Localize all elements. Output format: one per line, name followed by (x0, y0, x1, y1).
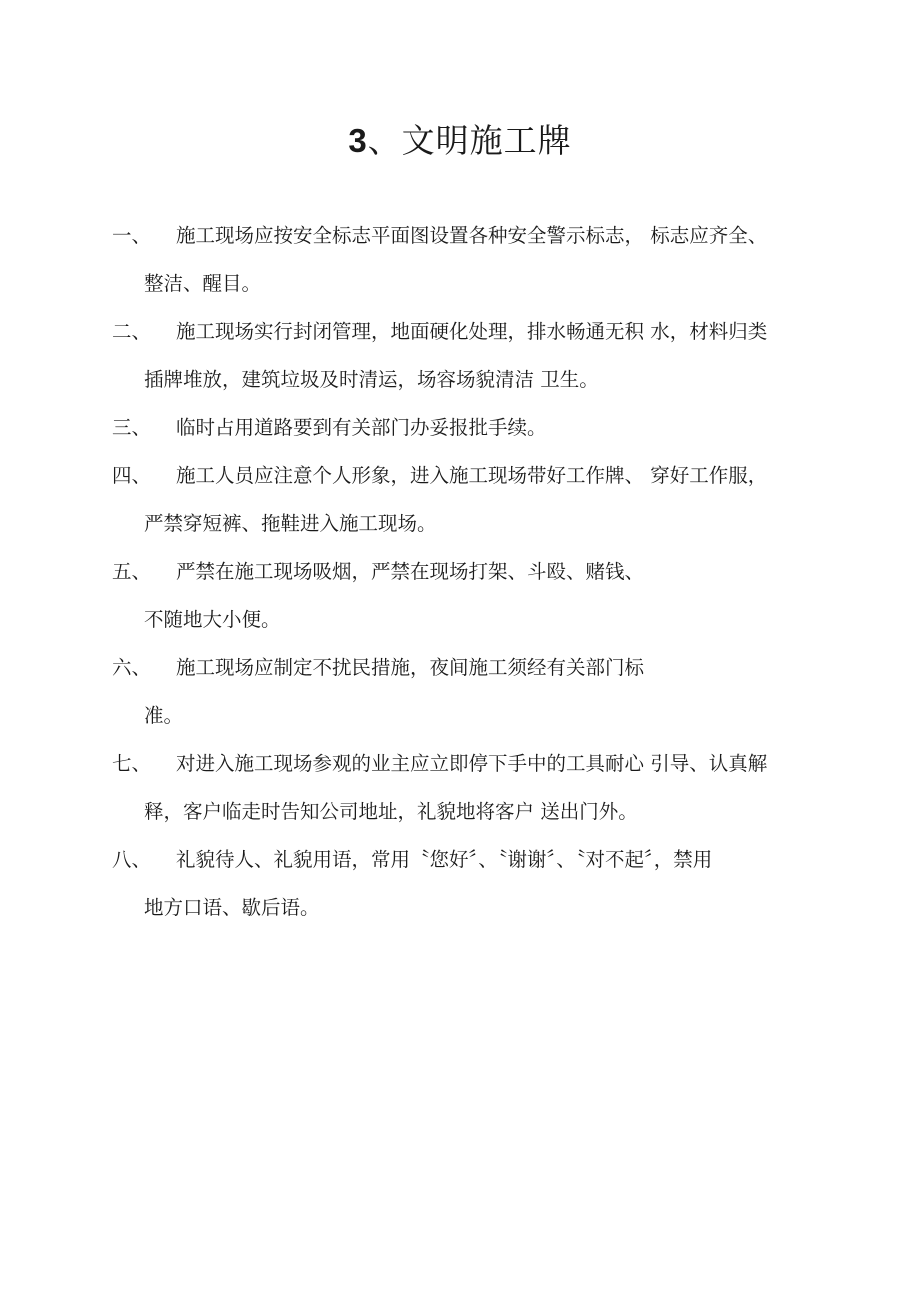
rule-text: 施工现场应制定不扰民措施，夜间施工须经有关部门标 (176, 656, 645, 679)
rule-item-5 (112, 548, 812, 644)
title-text: 、文明施工牌 (367, 121, 572, 160)
rule-text: 施工人员应注意个人形象，进入施工现场带好工作牌、 穿好工作服， (176, 464, 768, 487)
rule-text-continued: 准。 (144, 704, 184, 727)
rule-item-8 (112, 836, 812, 932)
rules-list (112, 212, 812, 932)
rule-marker: 四、 (112, 464, 152, 487)
rule-item-1 (112, 212, 812, 308)
rule-marker: 五、 (112, 560, 152, 583)
rule-text: 严禁在施工现场吸烟，严禁在现场打架、斗殴、赌钱、 (176, 560, 645, 583)
page-title (0, 116, 920, 166)
rule-marker: 二、 (112, 320, 152, 343)
rule-marker: 一、 (112, 224, 152, 247)
rule-text: 施工现场实行封闭管理，地面硬化处理，排水畅通无积 水，材料归类 (176, 320, 768, 343)
rule-text: 施工现场应按安全标志平面图设置各种安全警示标志， 标志应齐全、 (176, 224, 768, 247)
rule-item-2 (112, 308, 812, 404)
rule-marker: 七、 (112, 752, 152, 775)
rule-marker: 三、 (112, 416, 152, 439)
rule-text: 临时占用道路要到有关部门办妥报批手续。 (176, 416, 547, 439)
rule-text: 对进入施工现场参观的业主应立即停下手中的工具耐心 引导、认真解 (176, 752, 768, 775)
rule-item-7 (112, 740, 812, 836)
rule-text-continued: 整洁、醒目。 (144, 272, 262, 295)
rule-item-6 (112, 644, 812, 740)
rule-marker: 六、 (112, 656, 152, 679)
title-number: 3 (348, 122, 368, 159)
rule-marker: 八、 (112, 848, 152, 871)
rule-item-3 (112, 404, 812, 452)
rule-text: 礼貌待人、礼貌用语，常用〝您好〞、〝谢谢〞、〝对不起〞，禁用 (176, 848, 713, 871)
rule-text-continued: 地方口语、歇后语。 (144, 896, 320, 919)
rule-item-4 (112, 452, 812, 548)
rule-text-continued: 不随地大小便。 (144, 608, 281, 631)
rule-text-continued: 严禁穿短裤、拖鞋进入施工现场。 (144, 512, 437, 535)
rule-text-continued: 插牌堆放，建筑垃圾及时清运，场容场貌清洁 卫生。 (144, 368, 599, 391)
rule-text-continued: 释，客户临走时告知公司地址，礼貌地将客户 送出门外。 (144, 800, 638, 823)
